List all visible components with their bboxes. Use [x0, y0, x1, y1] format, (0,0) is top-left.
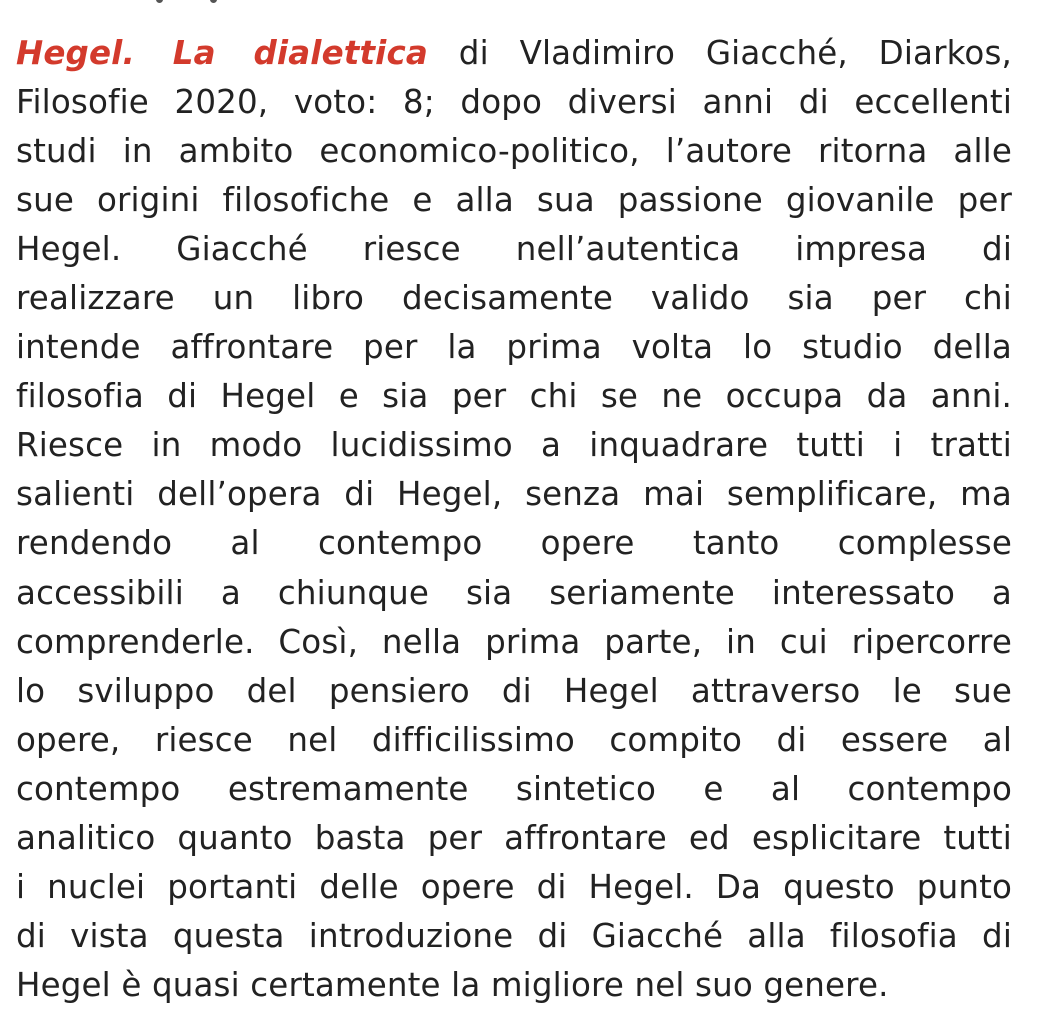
book-review-paragraph: [16, 29, 1012, 1010]
review-line: comprenderle. Così, nella prima parte, in cui ripercorre: [16, 622, 1012, 661]
review-line-last: Hegel è quasi certamente la migliore nel suo genere.: [16, 965, 889, 1004]
review-line: studi in ambito economico-politico, l’autore ritorna alle: [16, 132, 1012, 171]
book-title: Hegel. La dialettica: [16, 34, 428, 72]
review-line: Riesce in modo lucidissimo a inquadrare tutti i tratti: [16, 426, 1012, 465]
review-line: filosofia di Hegel e sia per chi se ne occupa da anni.: [16, 377, 1012, 416]
review-line: realizzare un libro decisamente valido sia per chi: [16, 279, 1012, 318]
review-line: di vista questa introduzione di Giacché alla filosofia di: [16, 916, 1012, 955]
review-line: accessibili a chiunque sia seriamente interessato a: [16, 573, 1012, 612]
book-details: di Vladimiro Giacché, Diarkos,: [427, 34, 1013, 72]
review-line: intende affrontare per la prima volta lo studio della: [16, 328, 1012, 367]
review-line-1: [16, 29, 1012, 78]
review-line: analitico quanto basta per affrontare ed esplicitare tutti: [16, 818, 1012, 857]
review-line: contempo estremamente sintetico e al contempo: [16, 769, 1012, 808]
review-line: i nuclei portanti delle opere di Hegel. Da questo punto: [16, 867, 1012, 906]
review-line: Hegel. Giacché riesce nell’autentica impresa di: [16, 230, 1012, 269]
review-line: salienti dell’opera di Hegel, senza mai semplificare, ma: [16, 475, 1012, 514]
review-line: rendendo al contempo opere tanto complesse: [16, 524, 1012, 563]
review-line: sue origini filosofiche e alla sua passione giovanile per: [16, 181, 1012, 220]
review-line: lo sviluppo del pensiero di Hegel attraverso le sue: [16, 671, 1012, 710]
clipped-top-text-fragment: [0, 0, 1053, 10]
review-line: opere, riesce nel difficilissimo compito di essere al: [16, 720, 1012, 759]
review-line: Filosofie 2020, voto: 8; dopo diversi anni di eccellenti: [16, 83, 1012, 122]
